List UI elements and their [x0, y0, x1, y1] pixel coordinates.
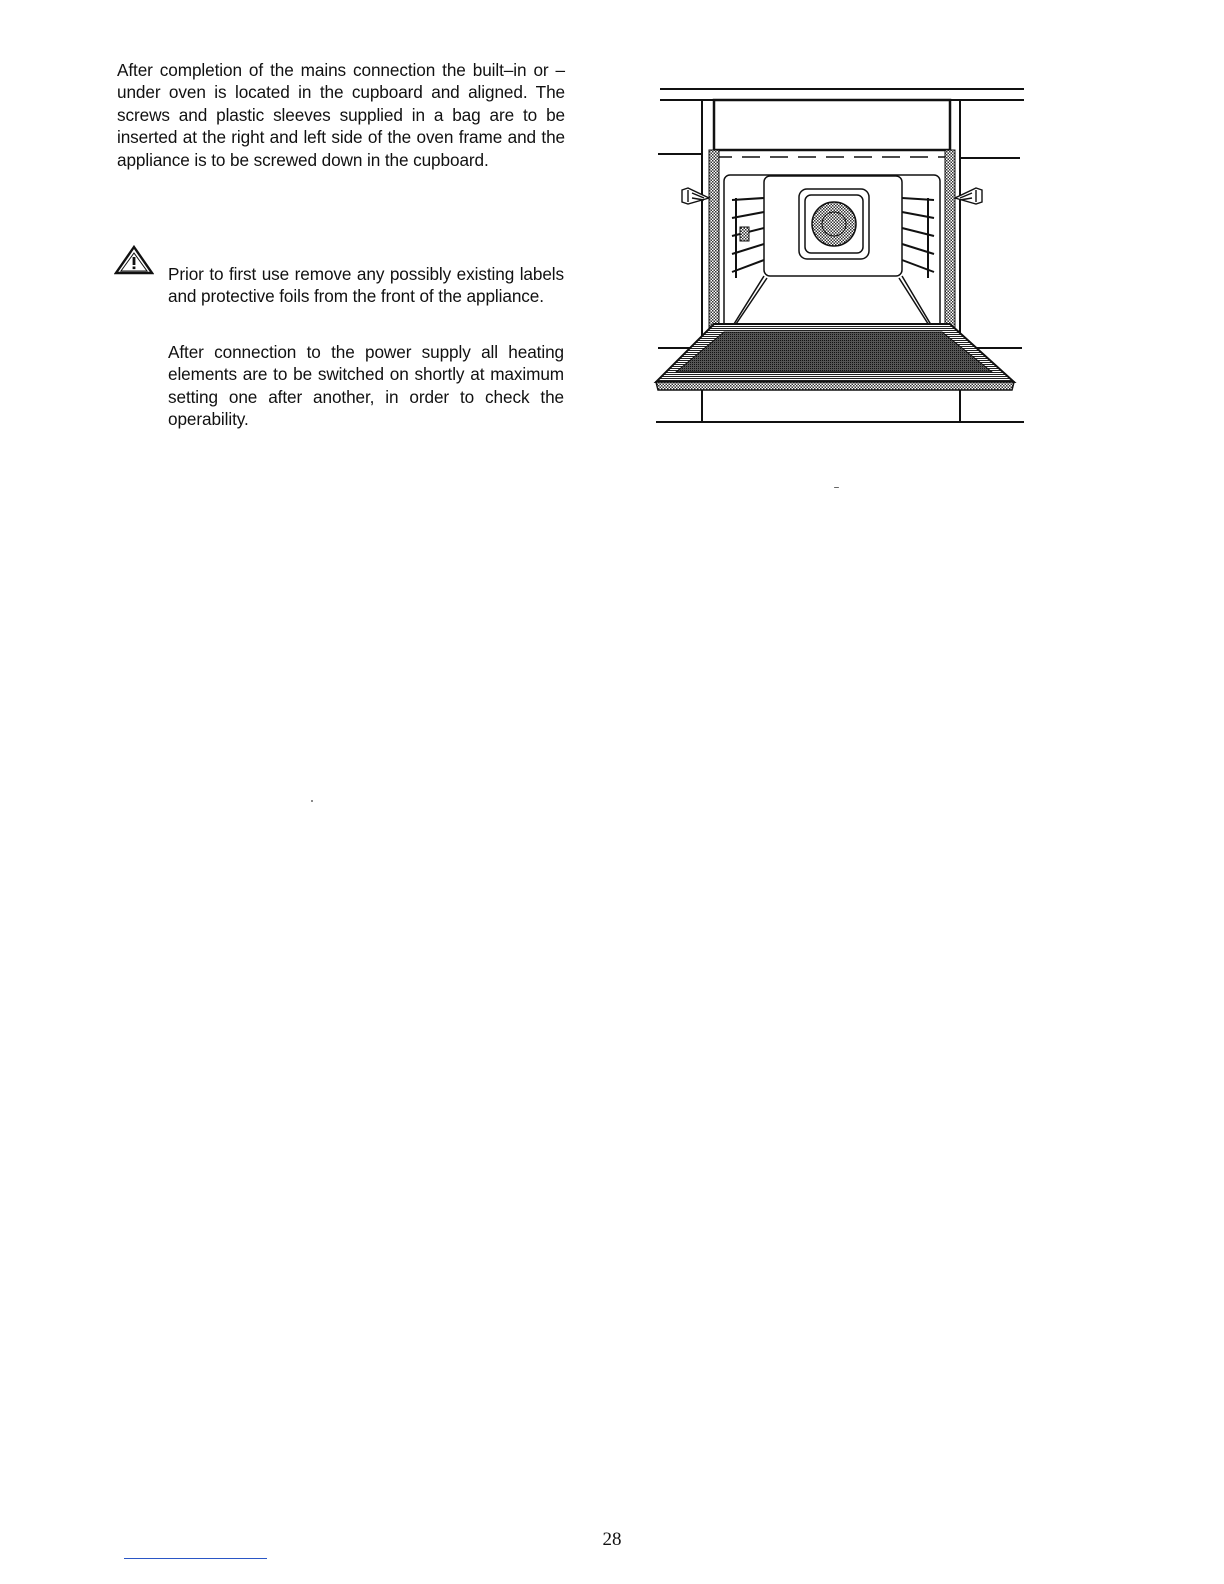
- warning-text-labels: Prior to first use remove any possibly existing labels and protective foils from the front of the appliance.: [168, 264, 564, 307]
- warning-triangle-icon: [114, 245, 154, 275]
- paragraph-installation: After completion of the mains connection the built–in or –under oven is located in the cupboard and aligned. The screws and plastic sleeves supplied in a bag are to be inserted at the right and left side of the oven frame and the appliance is to be screwed down in the cupboard.: [117, 60, 565, 170]
- warning-text-operability: After connection to the power supply all heating elements are to be switched on shortly at maximum setting one after another, in order to check the operability.: [168, 342, 564, 430]
- page-number: 28: [602, 1529, 622, 1550]
- oven-installation-drawing: [652, 82, 1028, 428]
- footer-divider: [124, 1558, 267, 1559]
